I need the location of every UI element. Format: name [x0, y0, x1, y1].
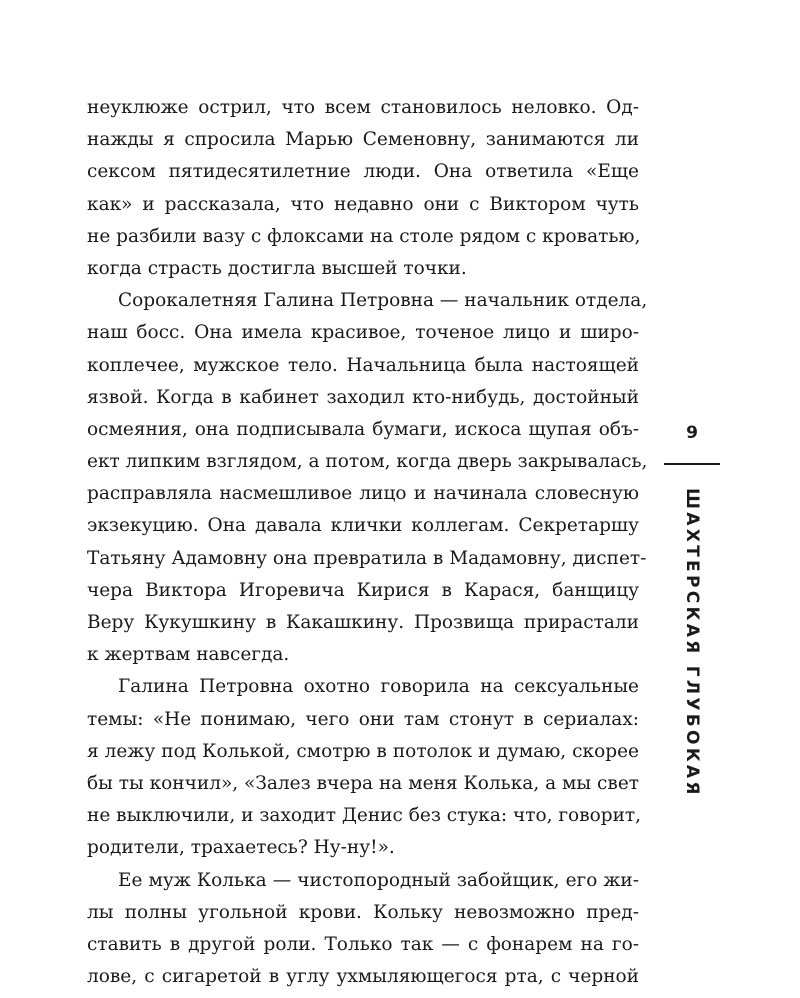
text-line: родители, трахаетесь? Ну-ну!».: [87, 837, 395, 859]
page-number: 9: [686, 423, 698, 443]
text-line: я лежу под Колькой, смотрю в потолок и думаю, скорее: [87, 740, 639, 762]
margin-rule: [664, 463, 720, 465]
text-line: Веру Кукушкину в Какашкину. Прозвища прирастали: [87, 612, 639, 633]
text-line: язвой. Когда в кабинет заходил кто-нибудь, достойный: [87, 386, 639, 408]
text-line: Татьяну Адамовну она превратила в Мадамовну, диспет-: [87, 547, 647, 569]
text-line: неуклюже острил, что всем становилось неловко. Од-: [87, 97, 639, 118]
text-line: лы полны угольной крови. Кольку невозможно пред-: [87, 901, 639, 923]
text-line: бы ты кончил», «Залез вчера на меня Колька, а мы свет: [87, 772, 639, 794]
text-line: осмеяния, она подписывала бумаги, искоса щупая объ-: [87, 418, 639, 440]
paragraph: [87, 92, 639, 285]
text-line: Ее муж Колька — чистопородный забойщик, его жи-: [118, 869, 639, 891]
text-line: к жертвам навсегда.: [87, 644, 290, 666]
text-line: коплечее, мужское тело. Начальница была настоящей: [87, 354, 639, 376]
text-line: ставить в другой роли. Только так — с фонарем на го-: [87, 933, 639, 955]
paragraph: [87, 671, 642, 864]
text-line: сексом пятидесятилетние люди. Она ответила «Еще: [87, 161, 639, 183]
running-title: ШАХТЕРСКАЯ ГЛУБОКАЯ: [682, 488, 702, 798]
paragraph: [87, 285, 648, 671]
text-line: расправляла насмешливое лицо и начинала словесную: [87, 483, 639, 505]
book-text: [87, 92, 648, 993]
text-line: экзекуцию. Она давала клички коллегам. Секретаршу: [87, 515, 639, 537]
text-line: темы: «Не понимаю, чего они там стонут в сериалах:: [87, 708, 639, 730]
text-line: ект липким взглядом, а потом, когда дверь закрывалась,: [87, 451, 648, 473]
text-line: Сорокалетняя Галина Петровна — начальник отдела,: [118, 290, 648, 312]
text-line: лове, с сигаретой в углу ухмыляющегося рта, с черной: [87, 966, 639, 988]
paragraph: [87, 865, 639, 994]
text-line: когда страсть достигла высшей точки.: [87, 257, 467, 279]
text-line: как» и рассказала, что недавно они с Виктором чуть: [87, 193, 639, 215]
text-line: наш босс. Она имела красивое, точеное лицо и широ-: [87, 322, 639, 344]
text-line: не выключили, и заходит Денис без стука: что, говорит,: [87, 805, 642, 827]
text-line: Галина Петровна охотно говорила на сексуальные: [118, 676, 639, 698]
text-line: чера Виктора Игоревича Кирися в Карася, банщицу: [87, 579, 639, 601]
text-line: не разбили вазу с флоксами на столе рядом с кроватью,: [87, 225, 641, 247]
text-line: нажды я спросила Марью Семеновну, занимаются ли: [87, 129, 639, 151]
